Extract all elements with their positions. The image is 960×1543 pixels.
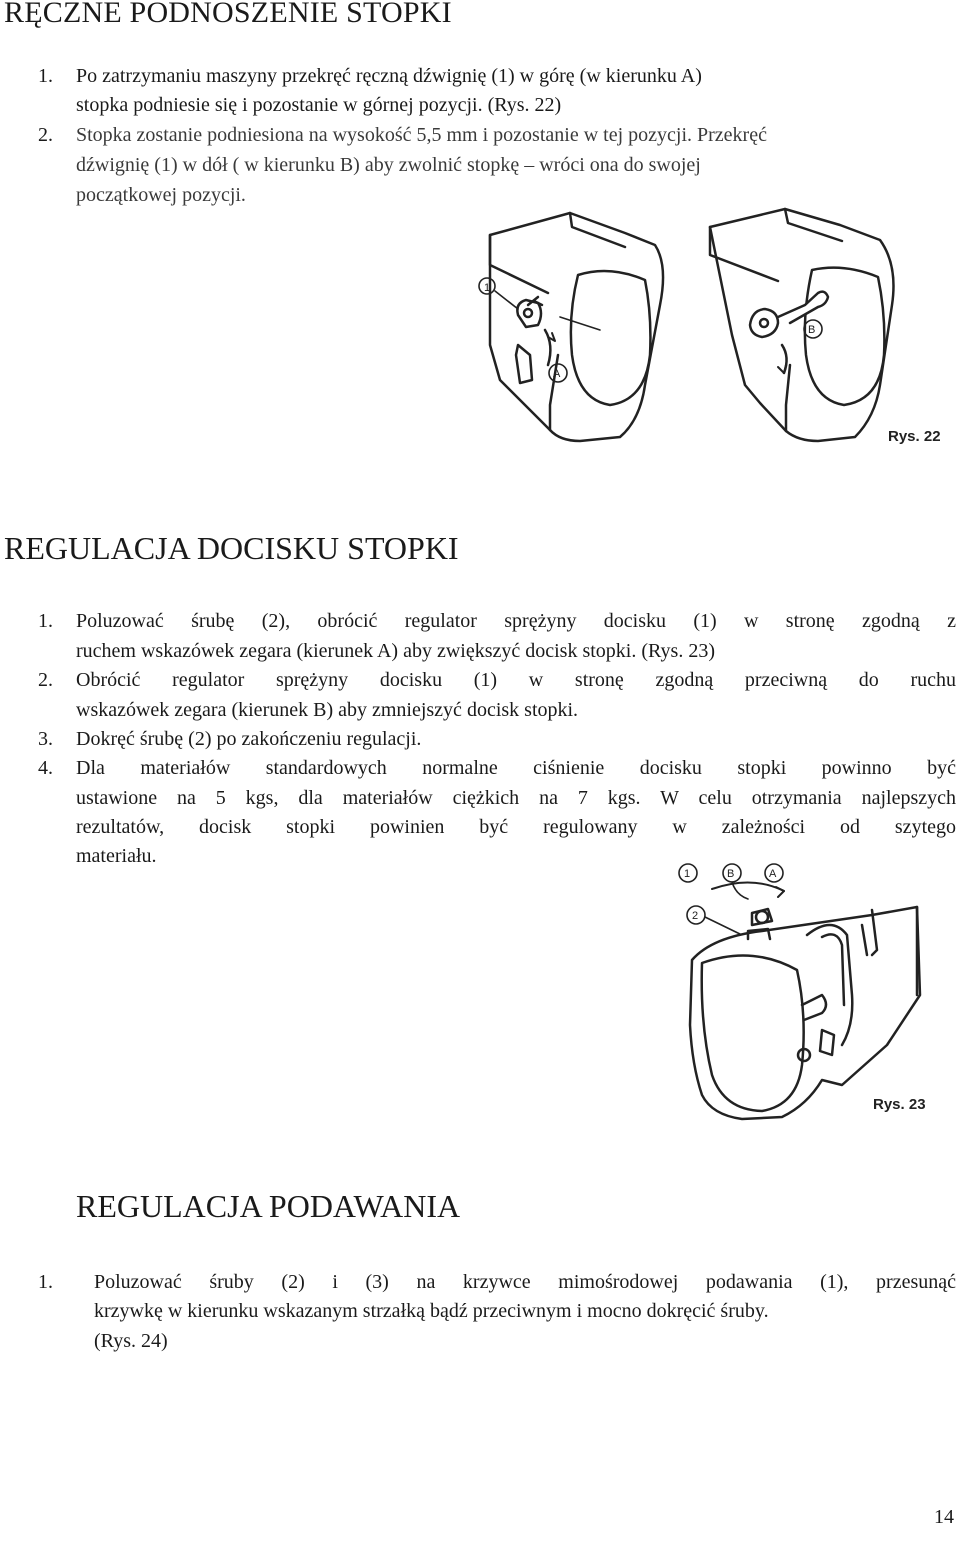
list-line: Poluzować śrubę (2), obrócić regulator sprężyny docisku (1) w stronę zgodną z <box>76 610 956 632</box>
list-line: Stopka zostanie podniesiona na wysokość 5,5 mm i pozostanie w tej pozycji. Przekręć <box>76 124 767 146</box>
callout-label: 1 <box>484 282 491 294</box>
list-number: 2. <box>38 124 53 146</box>
callout-label: A <box>769 868 777 880</box>
callout-label: A <box>553 368 561 380</box>
machine-head-left-illustration <box>490 213 663 441</box>
page-number: 14 <box>934 1506 954 1528</box>
section-title-regulacja-podawania: REGULACJA PODAWANIA <box>76 1188 461 1224</box>
machine-head-front-illustration <box>690 907 920 1119</box>
list-number: 4. <box>38 757 53 779</box>
list-number: 1. <box>38 65 53 87</box>
list-line: wskazówek zegara (kierunek B) aby zmniejszyć docisk stopki. <box>76 699 579 721</box>
figure-rys-23 <box>672 855 932 1125</box>
list-line: stopka podniesie się i pozostanie w górnej pozycji. (Rys. 22) <box>76 94 562 116</box>
callout-label: 2 <box>692 910 699 922</box>
list-line: (Rys. 24) <box>94 1330 168 1352</box>
list-number: 3. <box>38 728 53 750</box>
list-number: 1. <box>38 1271 53 1293</box>
section-title-regulacja-docisku: REGULACJA DOCISKU STOPKI <box>4 530 459 566</box>
callout-label: B <box>727 868 735 880</box>
list-number: 2. <box>38 669 53 691</box>
list-line: początkowej pozycji. <box>76 184 246 206</box>
list-line: ruchem wskazówek zegara (kierunek A) aby zwiększyć docisk stopki. (Rys. 23) <box>76 640 715 662</box>
callout-label: 1 <box>684 868 691 880</box>
list-line: materiału. <box>76 845 157 867</box>
callout-label: B <box>808 324 816 336</box>
list-line: Obrócić regulator sprężyny docisku (1) w stronę zgodną przeciwną do ruchu <box>76 669 956 691</box>
list-line: krzywkę w kierunku wskazanym strzałką bądź przeciwnym i mocno dokręcić śruby. <box>94 1300 769 1322</box>
section-title-reczne-podnoszenie: RĘCZNE PODNOSZENIE STOPKI <box>4 0 452 29</box>
list-line: Po zatrzymaniu maszyny przekręć ręczną dźwignię (1) w górę (w kierunku A) <box>76 65 702 87</box>
figure-caption-rys-23: Rys. 23 <box>873 1096 926 1113</box>
machine-head-right-illustration <box>710 209 894 441</box>
list-line: Dla materiałów standardowych normalne ciśnienie docisku stopki powinno być <box>76 757 956 779</box>
figure-caption-rys-22: Rys. 22 <box>888 428 941 445</box>
list-number: 1. <box>38 610 53 632</box>
list-line: ustawione na 5 kgs, dla materiałów ciężkich na 7 kgs. W celu otrzymania najlepszych <box>76 787 956 809</box>
list-line: Poluzować śruby (2) i (3) na krzywce mimośrodowej podawania (1), przesunąć <box>94 1271 956 1293</box>
list-line: Dokręć śrubę (2) po zakończeniu regulacji. <box>76 728 422 750</box>
list-line: rezultatów, docisk stopki powinien być regulowany w zależności od szytego <box>76 816 956 838</box>
figure-rys-22 <box>460 205 950 455</box>
list-line: dźwignię (1) w dół ( w kierunku B) aby zwolnić stopkę – wróci ona do swojej <box>76 154 701 176</box>
